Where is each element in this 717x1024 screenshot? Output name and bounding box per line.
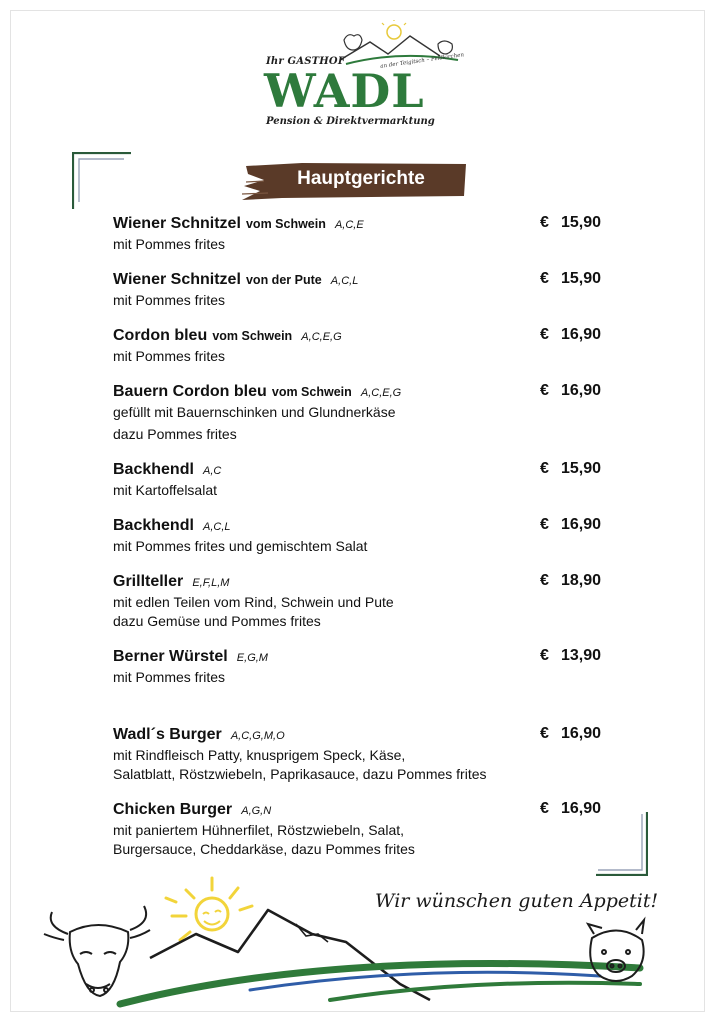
dish-description: mit Pommes frites und gemischtem Salat (113, 538, 368, 554)
price-value: 13,90 (560, 647, 601, 664)
currency-symbol: € (540, 214, 549, 231)
dish-qualifier: vom Schwein (271, 385, 352, 399)
dish-name: Cordon bleu (113, 327, 208, 344)
menu-item (113, 212, 607, 254)
dish-description: mit Pommes frites (113, 669, 226, 685)
dish-description: mit Rindfleisch Patty, knusprigem Speck, Käse, (113, 747, 406, 763)
allergen-codes: A,C,E,G (301, 331, 342, 343)
menu-item (113, 380, 607, 444)
dish-qualifier: vom Schwein (245, 217, 326, 231)
dish-description: mit Pommes frites (113, 236, 226, 252)
menu-item (113, 268, 607, 310)
allergen-codes: A,C,L (330, 275, 359, 287)
dish-price (540, 723, 601, 745)
currency-symbol: € (540, 326, 549, 343)
section-title: Hauptgerichte (297, 168, 425, 189)
currency-symbol: € (540, 460, 549, 477)
menu-item (113, 645, 607, 687)
allergen-codes: A,C,E (334, 219, 364, 231)
dish-name: Backhendl (113, 517, 194, 534)
menu-item (113, 798, 607, 859)
bull-head-icon (44, 906, 150, 996)
logo-top-line: Ihr GASTHOF (266, 56, 346, 67)
menu-item (113, 514, 607, 556)
currency-symbol: € (540, 382, 549, 399)
dish-name: Wiener Schnitzel (113, 215, 241, 232)
menu-item (113, 723, 607, 784)
dish-name: Berner Würstel (113, 648, 228, 665)
dish-description: mit Kartoffelsalat (113, 482, 218, 498)
logo-name: WADL (264, 64, 425, 118)
dish-name: Backhendl (113, 461, 194, 478)
dish-description: mit Pommes frites (113, 292, 226, 308)
menu-item (113, 458, 607, 500)
dish-price (540, 570, 601, 592)
menu-item (113, 324, 607, 366)
dish-price (540, 380, 601, 402)
currency-symbol: € (540, 647, 549, 664)
price-value: 16,90 (560, 382, 601, 399)
price-value: 15,90 (560, 460, 601, 477)
currency-symbol: € (540, 800, 549, 817)
currency-symbol: € (540, 516, 549, 533)
dish-price (540, 324, 601, 346)
price-value: 15,90 (560, 270, 601, 287)
menu-item (113, 570, 607, 631)
dish-description: mit Pommes frites (113, 348, 226, 364)
dish-description: Salatblatt, Röstzwiebeln, Paprikasauce, dazu Pommes frites (113, 766, 487, 782)
dish-qualifier: von der Pute (245, 273, 322, 287)
price-value: 16,90 (560, 800, 601, 817)
dish-description: mit edlen Teilen vom Rind, Schwein und Pute (113, 594, 394, 610)
currency-symbol: € (540, 572, 549, 589)
dish-name: Wadl´s Burger (113, 726, 222, 743)
logo-tagline: an der Teigitsch – Feldkirchen (379, 52, 465, 70)
allergen-codes: A,G,N (241, 805, 272, 817)
dish-name: Grillteller (113, 573, 184, 590)
dish-qualifier: vom Schwein (212, 329, 293, 343)
currency-symbol: € (540, 725, 549, 742)
dish-description: gefüllt mit Bauernschinken und Glundnerkäse (113, 404, 396, 420)
logo (262, 20, 465, 130)
allergen-codes: A,C,E,G (360, 387, 402, 399)
dish-description: dazu Pommes frites (113, 426, 237, 442)
dish-name: Wiener Schnitzel (113, 271, 241, 288)
dish-price (540, 268, 601, 290)
currency-symbol: € (540, 270, 549, 287)
dish-name: Chicken Burger (113, 801, 233, 818)
pig-head-icon (588, 920, 644, 981)
slogan: Wir wünschen guten Appetit! (375, 890, 659, 912)
allergen-codes: A,C,L (203, 521, 231, 533)
dish-description: mit paniertem Hühnerfilet, Röstzwiebeln, Salat, (113, 822, 405, 838)
dish-description: dazu Gemüse und Pommes frites (113, 613, 321, 629)
smiling-sun-icon (166, 878, 252, 940)
logo-subtitle: Pension & Direktvermarktung (266, 116, 435, 127)
dish-price (540, 458, 601, 480)
logo-sun-icon (387, 25, 401, 39)
dish-price (540, 514, 601, 536)
price-value: 16,90 (560, 516, 601, 533)
price-value: 16,90 (560, 725, 601, 742)
allergen-codes: A,C (203, 465, 222, 477)
section-banner (242, 160, 466, 202)
price-value: 16,90 (560, 326, 601, 343)
allergen-codes: A,C,G,M,O (230, 730, 285, 742)
dish-description: Burgersauce, Cheddarkäse, dazu Pommes frites (113, 841, 415, 857)
corner-mark-top-left (72, 152, 132, 210)
dish-price (540, 645, 601, 667)
price-value: 15,90 (560, 214, 601, 231)
allergen-codes: E,F,L,M (192, 577, 230, 589)
allergen-codes: E,G,M (236, 652, 268, 664)
dish-name: Bauern Cordon bleu (113, 383, 267, 400)
dish-price (540, 212, 601, 234)
dish-price (540, 798, 601, 820)
price-value: 18,90 (560, 572, 601, 589)
